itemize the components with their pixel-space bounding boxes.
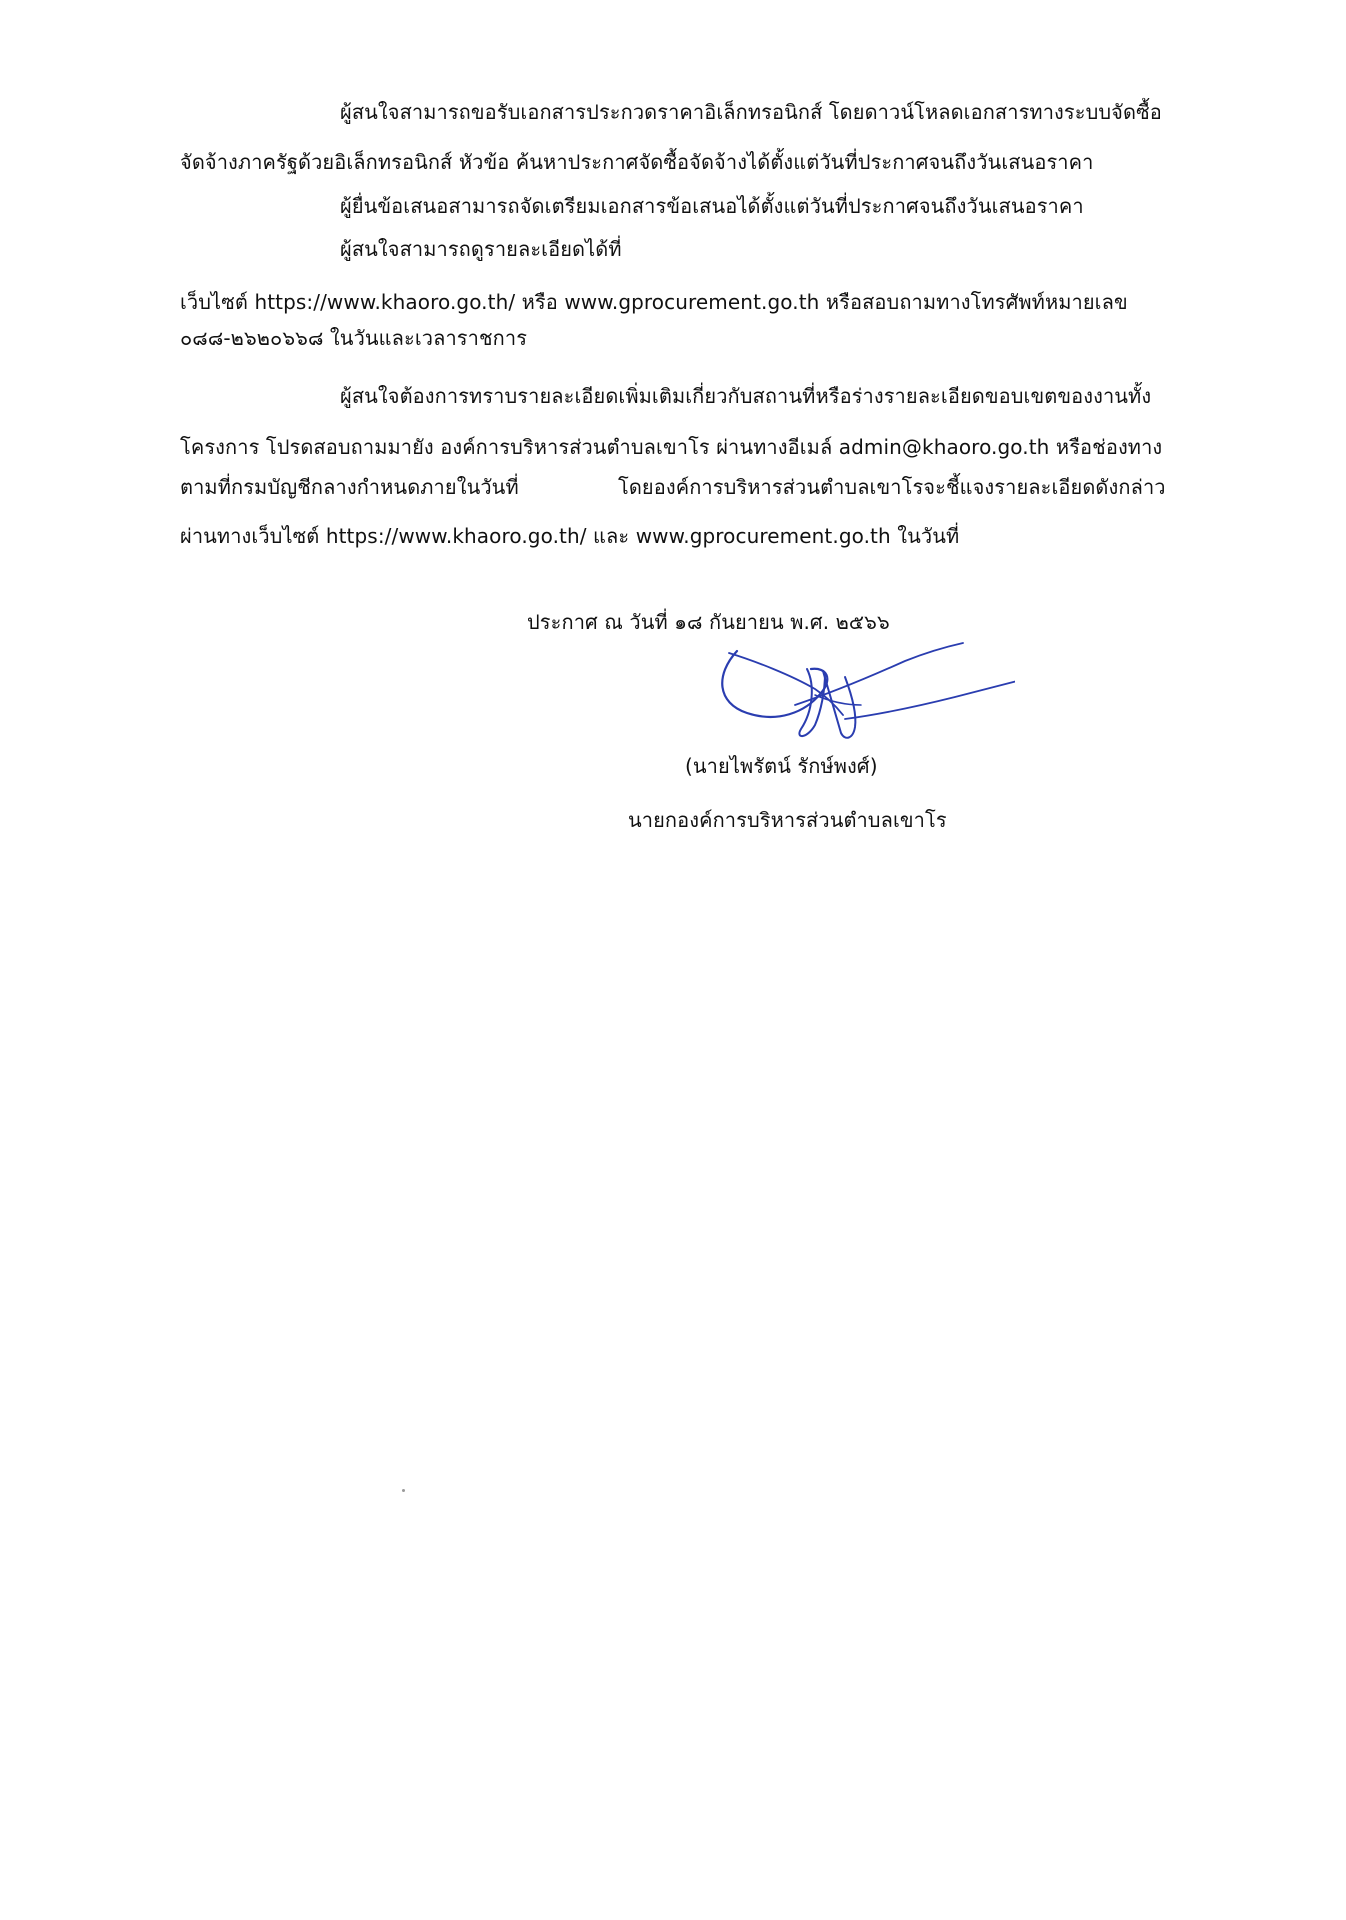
paragraph1-line1: ผู้สนใจสามารถขอรับเอกสารประกวดราคาอิเล็กทรอนิกส์ โดยดาวน์โหลดเอกสารทางระบบจัดซื้อ [340,100,1162,124]
paragraph1-line2: จัดจ้างภาครัฐด้วยอิเล็กทรอนิกส์ หัวข้อ ค้นหาประกาศจัดซื้อจัดจ้างได้ตั้งแต่วันที่ประกาศจนถึงวันเสนอราคา [180,150,1094,174]
signer-position: นายกองค์การบริหารส่วนตำบลเขาโร [628,808,947,832]
paragraph3-line3: ๐๘๘-๒๖๒๐๖๖๘ ในวันและเวลาราชการ [180,326,528,350]
signature-image [695,635,1015,745]
paragraph4-line1: ผู้สนใจต้องการทราบรายละเอียดเพิ่มเติมเกี่ยวกับสถานที่หรือร่างรายละเอียดขอบเขตของงานทั้ง [340,384,1152,408]
scan-speck [402,1489,405,1492]
paragraph4-line3b: โดยองค์การบริหารส่วนตำบลเขาโรจะชี้แจงรายละเอียดดังกล่าว [618,475,1166,499]
paragraph3-line1: ผู้สนใจสามารถดูรายละเอียดได้ที่ [340,237,622,261]
paragraph4-line4: ผ่านทางเว็บไซต์ https://www.khaoro.go.th/ และ www.gprocurement.go.th ในวันที่ [180,524,960,548]
paragraph4-line3a: ตามที่กรมบัญชีกลางกำหนดภายในวันที่ [180,475,519,499]
signer-name: (นายไพรัตน์ รักษ์พงศ์) [685,754,878,778]
paragraph4-line2: โครงการ โปรดสอบถามมายัง องค์การบริหารส่วนตำบลเขาโร ผ่านทางอีเมล์ admin@khaoro.go.th หรือช่องทาง [180,435,1163,459]
paragraph2-line1: ผู้ยื่นข้อเสนอสามารถจัดเตรียมเอกสารข้อเสนอได้ตั้งแต่วันที่ประกาศจนถึงวันเสนอราคา [340,194,1084,218]
paragraph3-line2: เว็บไซต์ https://www.khaoro.go.th/ หรือ www.gprocurement.go.th หรือสอบถามทางโทรศัพท์หมายเลข [180,290,1128,314]
announcement-date: ประกาศ ณ วันที่ ๑๘ กันยายน พ.ศ. ๒๕๖๖ [527,610,890,634]
